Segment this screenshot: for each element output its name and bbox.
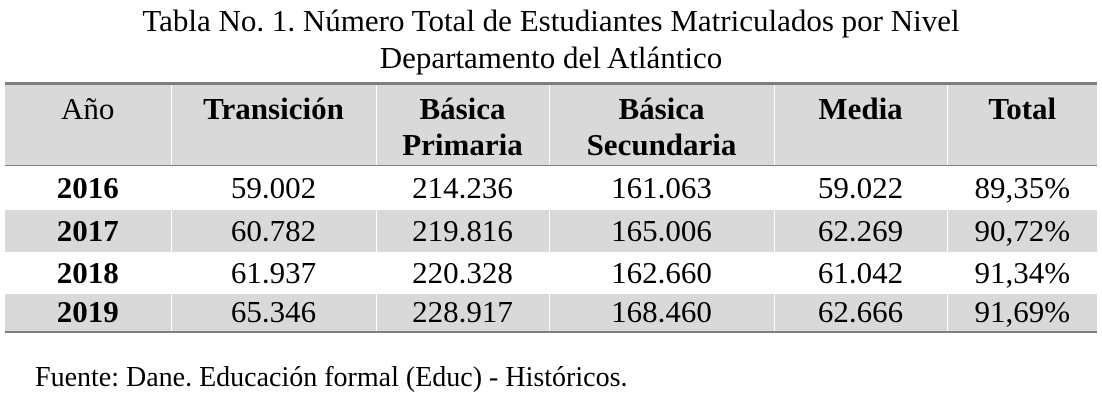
- transicion-cell: 65.346: [171, 294, 376, 332]
- table-row: [5, 210, 1097, 252]
- year-cell: 2018: [5, 252, 171, 294]
- primaria-cell: 219.816: [376, 210, 549, 252]
- table-row: [5, 252, 1097, 294]
- header-media: Media: [774, 84, 947, 166]
- header-basica-primaria: Básica Primaria: [376, 84, 549, 166]
- header-transicion: Transición: [171, 84, 376, 166]
- header-year: Año: [5, 84, 171, 166]
- header-total: Total: [947, 84, 1097, 166]
- total-cell: 91,69%: [947, 294, 1097, 332]
- year-cell: 2016: [5, 166, 171, 210]
- media-cell: 62.666: [774, 294, 947, 332]
- media-cell: 61.042: [774, 252, 947, 294]
- source-note: Fuente: Dane. Educación formal (Educ) - Históricos.: [35, 362, 628, 393]
- media-cell: 59.022: [774, 166, 947, 210]
- table-row: [5, 166, 1097, 210]
- total-cell: 90,72%: [947, 210, 1097, 252]
- header-row: [5, 84, 1097, 166]
- secundaria-cell: 168.460: [549, 294, 774, 332]
- enrollment-table: [5, 82, 1097, 333]
- total-cell: 89,35%: [947, 166, 1097, 210]
- table-row: [5, 294, 1097, 332]
- table-title-line-2: Departamento del Atlántico: [379, 40, 723, 75]
- primaria-cell: 220.328: [376, 252, 549, 294]
- total-cell: 91,34%: [947, 252, 1097, 294]
- year-cell: 2017: [5, 210, 171, 252]
- year-cell: 2019: [5, 294, 171, 332]
- table-title-line-1: Tabla No. 1. Número Total de Estudiantes Matriculados por Nivel: [142, 3, 960, 38]
- secundaria-cell: 165.006: [549, 210, 774, 252]
- transicion-cell: 60.782: [171, 210, 376, 252]
- transicion-cell: 61.937: [171, 252, 376, 294]
- primaria-cell: 214.236: [376, 166, 549, 210]
- secundaria-cell: 161.063: [549, 166, 774, 210]
- secundaria-cell: 162.660: [549, 252, 774, 294]
- primaria-cell: 228.917: [376, 294, 549, 332]
- transicion-cell: 59.002: [171, 166, 376, 210]
- header-basica-secundaria: Básica Secundaria: [549, 84, 774, 166]
- media-cell: 62.269: [774, 210, 947, 252]
